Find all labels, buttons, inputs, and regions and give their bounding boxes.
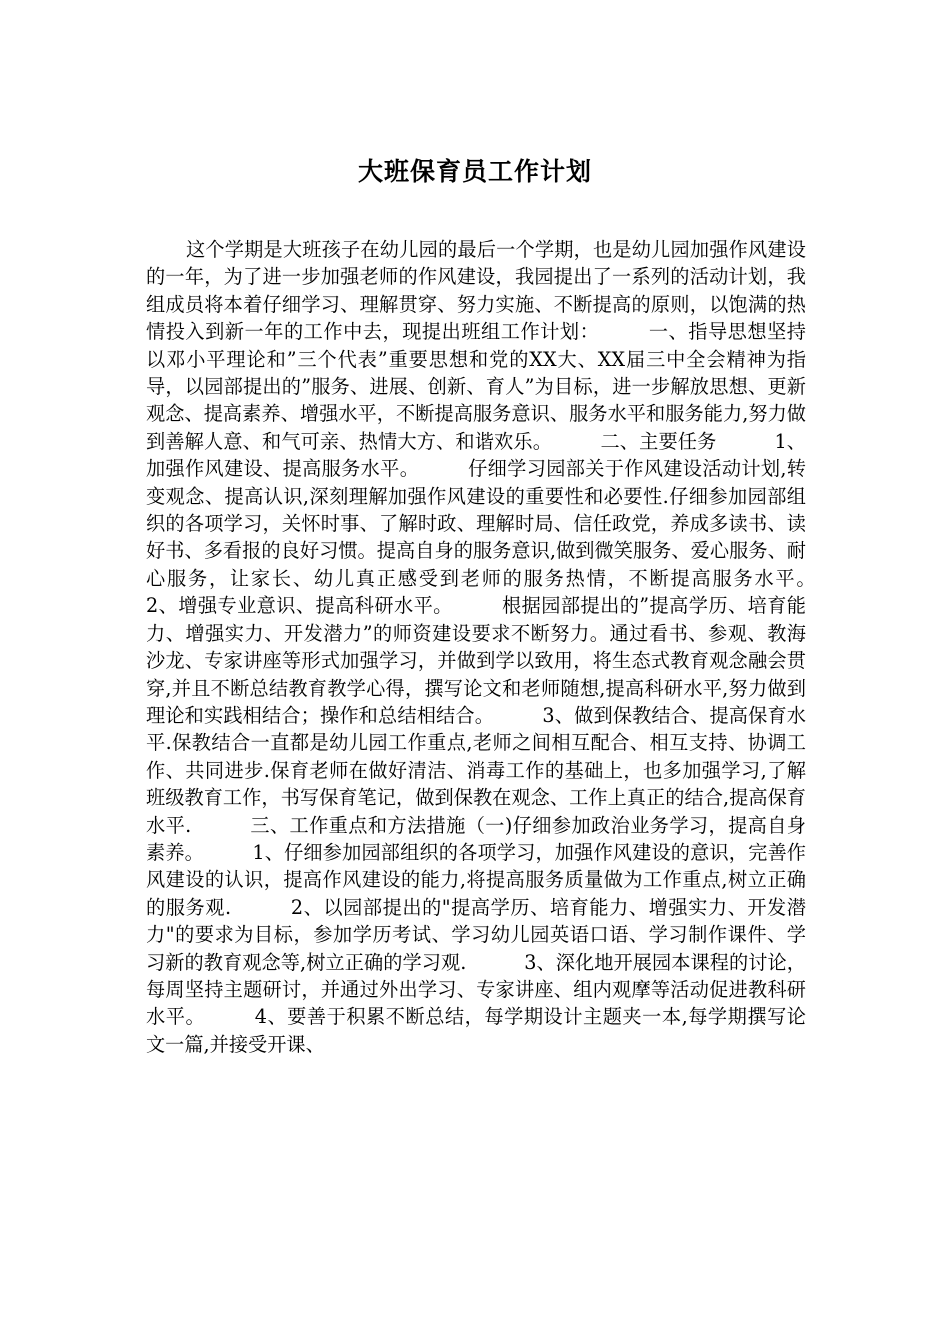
document-title: 大班保育员工作计划 xyxy=(357,157,592,186)
document-body-paragraph: 这个学期是大班孩子在幼儿园的最后一个学期，也是幼儿园加强作风建设的一年，为了进一步加强老师的作风建设，我园提出了一系列的活动计划，我组成员将本着仔细学习、理解贯穿、努力实施、不断提高的原则，以饱满的热情投入到新一年的工作中去，现提出班组工作计划： 一、指导思想坚持以邓小平理论和”三个代表”重要思想和党的XX大、XX届三中全会精神为指导，以园部提出的”服务、进展、创新、育人”为目标，进一步解放思想、更新观念、提高素养、增强水平，不断提高服务意识、服务水平和服务能力,努力做到善解人意、和气可亲、热情大方、和谐欢乐。 二、主要任务 1、加强作风建设、提高服务水平。 仔细学习园部关于作风建设活动计划,转变观念、提高认识,深刻理解加强作风建设的重要性和必要性.仔细参加园部组织的各项学习，关怀时事、了解时政、理解时局、信任政党，养成多读书、读好书、多看报的良好习惯。提高自身的服务意识,做到微笑服务、爱心服务、耐心服务，让家长、幼儿真正感受到老师的服务热情，不断提高服务水平。 2、增强专业意识、提高科研水平。 根据园部提出的”提高学历、培育能力、增强实力、开发潜力”的师资建设要求不断努力。通过看书、参观、教海沙龙、专家讲座等形式加强学习，并做到学以致用，将生态式教育观念融会贯穿,并且不断总结教育教学心得，撰写论文和老师随想,提高科研水平,努力做到理论和实践相结合；操作和总结相结合。 3、做到保教结合、提高保育水平.保教结合一直都是幼儿园工作重点,老师之间相互配合、相互支持、协调工作、共同进步.保育老师在做好清洁、消毒工作的基础上，也多加强学习,了解班级教育工作，书写保育笔记，做到保教在观念、工作上真正的结合,提高保育水平. 三、工作重点和方法措施（一)仔细参加政治业务学习，提高自身素养。 1、仔细参加园部组织的各项学习，加强作风建设的意识，完善作风建设的认识，提高作风建设的能力,将提高服务质量做为工作重点,树立正确的服务观. 2、以园部提出的"提高学历、培育能力、增强实力、开发潜力"的要求为目标，参加学历考试、学习幼儿园英语口语、学习制作课件、学习新的教育观念等,树立正确的学习观. 3、深化地开展园本课程的讨论，每周坚持主题研讨，并通过外出学习、专家讲座、组内观摩等活动促进教科研水平。 4、要善于积累不断总结，每学期设计主题夹一本,每学期撰写论文一篇,并接受开课、 xyxy=(146,238,845,1056)
